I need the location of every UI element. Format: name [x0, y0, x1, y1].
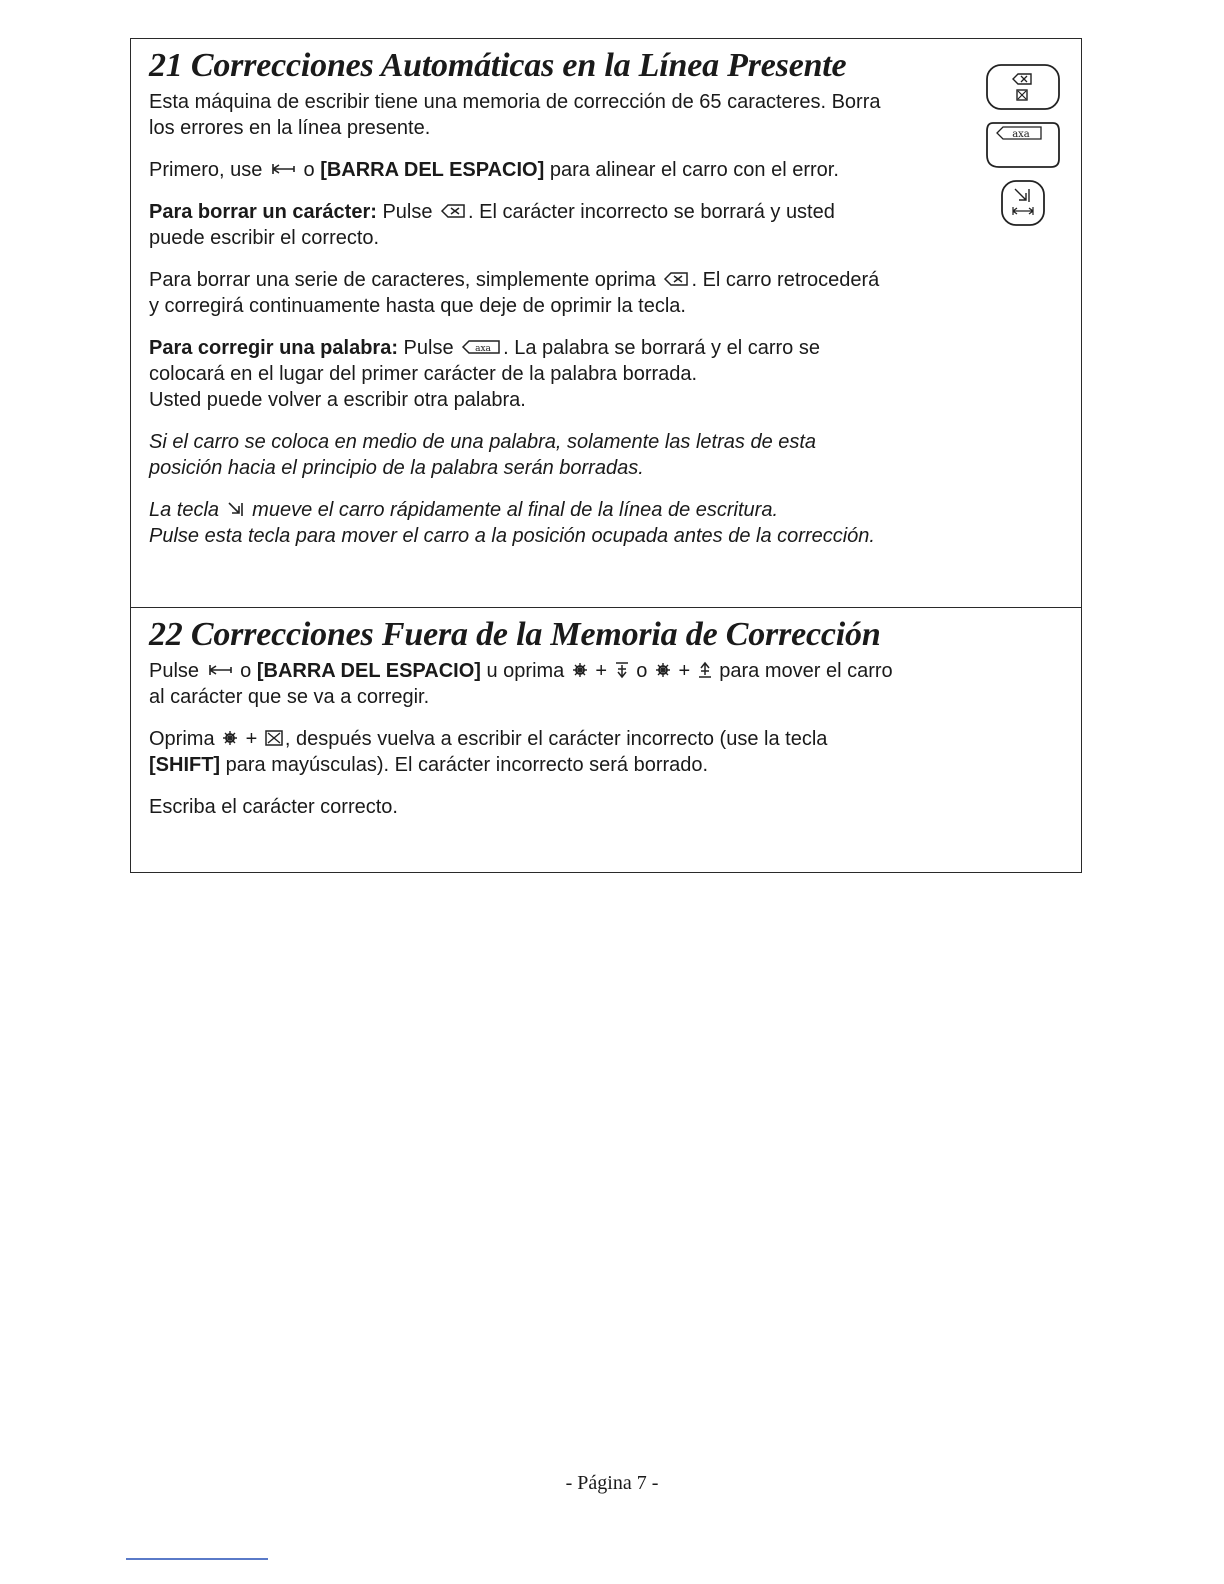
sec22-paragraph-retype: Oprima + , después vuelva a escribir el carácter incorrecto (use la tecla [SHIFT] para mayúsculas). El carácter incorrecto será borrado.: [149, 728, 828, 776]
bottom-rule: [126, 1558, 268, 1560]
section-21-title: 21 Correcciones Automáticas en la Línea Presente: [149, 47, 847, 84]
sec21-paragraph-delete-char: Para borrar un carácter: Pulse . El carácter incorrecto se borrará y usted puede escribir el correcto.: [149, 201, 835, 249]
section-corrections-outside-memory: [130, 607, 1082, 873]
sec21-paragraph-relocate: La tecla mueve el carro rápidamente al final de la línea de escritura. Pulse esta tecla para mover el carro a la posición ocupada antes de la corrección.: [149, 499, 875, 547]
relocate-key-illustration-icon: [998, 179, 1048, 227]
svg-text:axa: axa: [1012, 129, 1030, 140]
sec21-paragraph-note: Si el carro se coloca en medio de una palabra, solamente las letras de esta posición hacia el principio de la palabra serán borradas.: [149, 431, 817, 479]
relocate-key-icon: [227, 501, 245, 517]
backspace-arrow-icon: [207, 664, 233, 676]
word-correction-key-icon: [461, 339, 501, 355]
backspace-arrow-icon: [270, 163, 296, 175]
section-22-title: 22 Correcciones Fuera de la Memoria de Corrección: [149, 616, 881, 653]
sec21-paragraph-align: Primero, use o [BARRA DEL ESPACIO] para alinear el carro con el error.: [149, 159, 839, 181]
code-key-icon: [655, 662, 671, 678]
erase-key-icon: [265, 730, 283, 746]
key-illustrations: [983, 63, 1063, 237]
sec21-paragraph-delete-series: Para borrar una serie de caracteres, simplemente oprima . El carro retrocederá y corregirá continuamente hasta que deje de oprimir la tecla.: [149, 269, 880, 317]
sec21-paragraph-correct-word: Para corregir una palabra: Pulse axa . La palabra se borrará y el carro se colocará en el lugar del primer carácter de la palabra borrada. Usted puede volver a escribir otra palabra.: [149, 337, 820, 411]
code-key-icon: [572, 662, 588, 678]
sec22-paragraph-move: Pulse o [BARRA DEL ESPACIO] u oprima + o + para mover el carro al carácter que se va a corregir.: [149, 660, 893, 708]
word-correction-key-illustration-icon: [985, 121, 1061, 169]
sec21-paragraph-memory: Esta máquina de escribir tiene una memoria de corrección de 65 caracteres. Borra los errores en la línea presente.: [149, 91, 881, 139]
line-up-icon: [698, 661, 712, 679]
sec22-paragraph-type-correct: Escriba el carácter correcto.: [149, 796, 398, 818]
line-down-icon: [615, 661, 629, 679]
section-automatic-corrections: [130, 38, 1082, 608]
correction-key-icon: [440, 203, 466, 219]
correction-key-icon: [663, 271, 689, 287]
page-number: - Página 7 -: [565, 1472, 659, 1494]
code-key-icon: [222, 730, 238, 746]
correction-key-illustration-icon: [985, 63, 1061, 111]
svg-text:axa: axa: [475, 343, 492, 354]
